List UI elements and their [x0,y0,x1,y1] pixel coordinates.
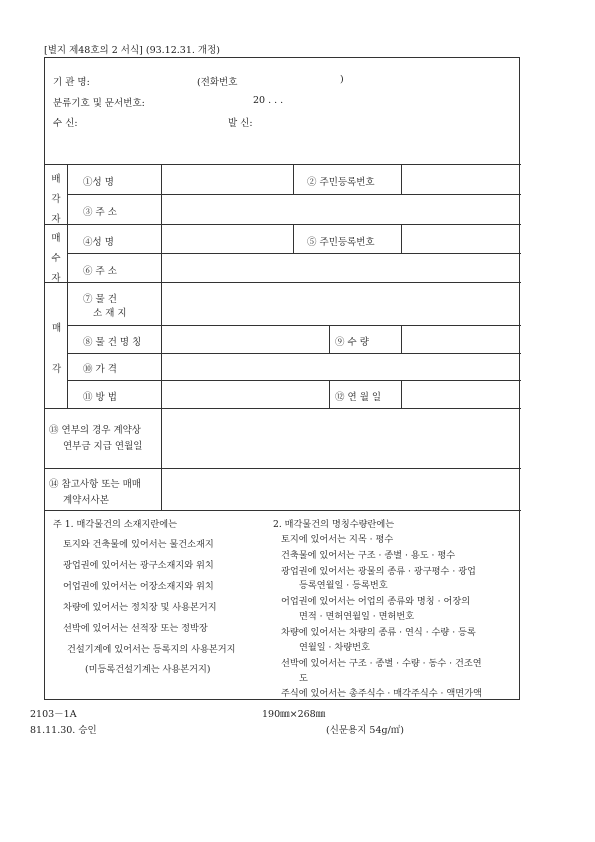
note-right-line: 도 [299,673,308,684]
seller-address-label: ③ 주 소 [83,207,117,218]
note-left-line: (미등록건설기계는 사용본거지) [85,664,211,675]
sale-side-label-bottom: 각 [52,364,62,375]
price-label: ⑩ 가 격 [83,364,117,375]
note-left-line: 어업권에 있어서는 어장소재지와 위치 [63,581,214,592]
sale-side-label-top: 매 [52,323,62,334]
paper-size: 190㎜×268㎜ [262,709,326,720]
reference-label-line2: 계약서사본 [63,495,109,506]
note-right-line: 어업권에 있어서는 어업의 종류와 명칭 · 어장의 [281,596,471,607]
approval-date: 81.11.30. 승인 [30,725,97,736]
phone-label: (전화번호 [197,77,238,88]
class-number-label: 분류기호 및 문서번호: [53,98,145,109]
buyer-rrn-label: ⑤ 주민등록번호 [307,237,375,248]
org-name-label: 기 관 명: [53,77,90,88]
note-right-line: 선박에 있어서는 구조 · 종별 · 수량 · 동수 · 건조연 [281,658,482,669]
phone-close: ) [340,74,344,85]
note-right-line: 연월일 · 차량번호 [299,642,370,653]
note-left-title: 주 1. 매각물건의 소재지란에는 [53,519,178,530]
note-left-line: 토지와 건축물에 있어서는 물건소재지 [63,539,214,550]
note-right-title: 2. 매각물건의 명칭수량란에는 [273,519,395,530]
note-left-line: 차량에 있어서는 정치장 및 사용본거지 [63,602,217,613]
date-label: 20 . . . [253,95,284,106]
installment-label-line1: ⑬ 연부의 경우 계약상 [49,425,141,436]
location-label-line2: 소 재 지 [93,308,127,319]
quantity-label: ⑨ 수 량 [335,337,369,348]
seller-rrn-label: ② 주민등록번호 [307,177,375,188]
seller-name-label: ①성 명 [83,177,114,188]
note-right-line: 면적 · 면허연월일 · 면허번호 [299,611,415,622]
note-right-line: 차량에 있어서는 차량의 종류 · 연식 · 수량 · 등록 [281,627,476,638]
location-label-line1: ⑦ 물 건 [83,294,117,305]
installment-label-line2: 연부금 지급 연월일 [63,441,143,452]
buyer-address-label: ⑥ 주 소 [83,266,117,277]
note-left-line: 광업권에 있어서는 광구소재지와 위치 [63,560,214,571]
note-right-line: 광업권에 있어서는 광물의 종류 · 광구평수 · 광업 [281,566,476,577]
note-left-line: 선박에 있어서는 선적장 또는 정박장 [63,623,208,634]
sale-date-label: ⑫ 연 월 일 [335,392,382,403]
method-label: ⑪ 방 법 [83,392,117,403]
buyer-side-label: 매 수 자 [51,233,61,284]
sender-label: 발 신: [228,118,253,129]
seller-side-label: 배 각 자 [51,174,61,225]
form-id: [별지 제48호의 2 서식] (93.12.31. 개정) [44,45,220,56]
paper-type: (신문용지 54g/㎡) [326,725,405,736]
note-right-line: 주식에 있어서는 총주식수 · 매각주식수 · 액면가액 [281,688,482,699]
note-left-line: 건설기계에 있어서는 등록지의 사용본거지 [67,644,236,655]
buyer-name-label: ④성 명 [83,237,114,248]
form-code: 2103－1A [30,709,77,720]
note-right-line: 토지에 있어서는 지목 · 평수 [281,534,394,545]
note-right-line: 등록연월일 · 등록번호 [299,580,388,591]
note-right-line: 건축물에 있어서는 구조 · 종별 · 용도 · 평수 [281,550,456,561]
notification-form [44,57,520,700]
reference-label-line1: ⑭ 참고사항 또는 매매 [49,479,141,490]
item-name-label: ⑧ 물 건 명 칭 [83,337,142,348]
recipient-label: 수 신: [53,118,78,129]
